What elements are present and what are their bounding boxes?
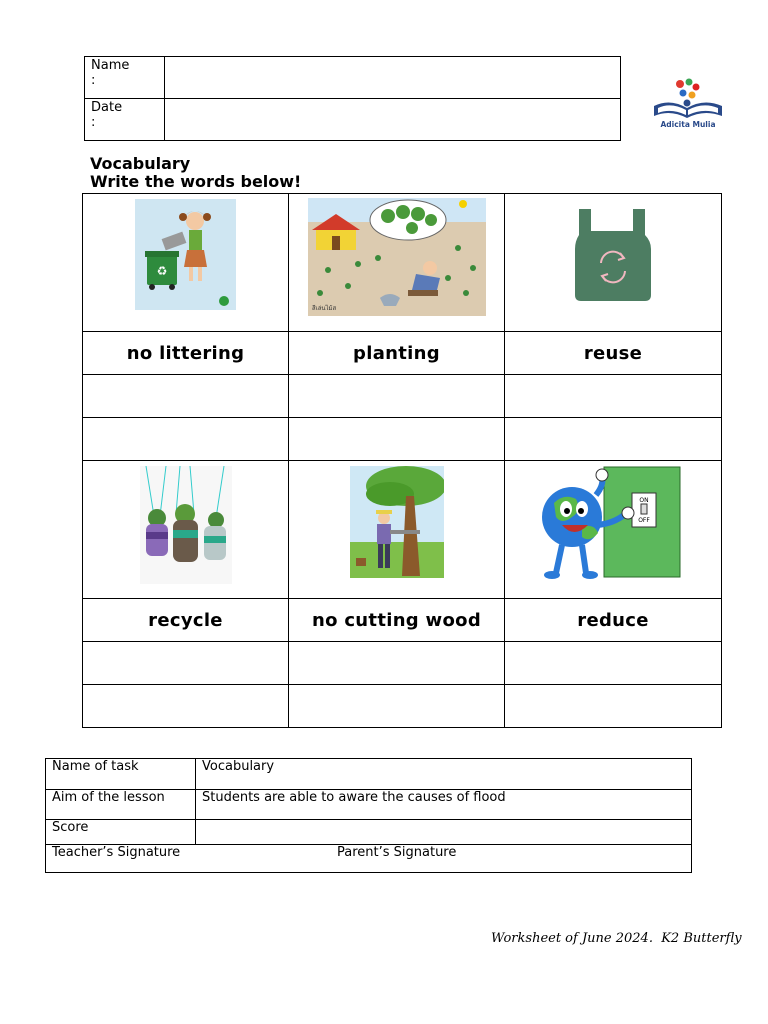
writing-cell[interactable] [505, 642, 722, 685]
task-name-label: Name of task [46, 759, 196, 790]
bottle-planters-icon [140, 466, 232, 584]
writing-cell[interactable] [83, 685, 289, 728]
writing-cell[interactable] [505, 418, 722, 461]
svg-text:♻: ♻ [156, 264, 168, 278]
picture-cell [289, 194, 505, 332]
school-logo [650, 76, 726, 132]
name-date-table [84, 56, 621, 141]
writing-cell[interactable] [83, 642, 289, 685]
picture-cell [83, 194, 289, 332]
vocabulary-instruction: Write the words below! [90, 172, 302, 191]
writing-cell[interactable] [289, 685, 505, 728]
task-name-value: Vocabulary [196, 759, 692, 790]
word-planting: planting [289, 332, 505, 375]
man-cutting-tree-icon [350, 466, 444, 578]
task-score-value[interactable] [196, 820, 692, 845]
writing-cell[interactable] [505, 685, 722, 728]
word-reduce: reduce [505, 599, 722, 642]
reusable-bag-icon [573, 205, 653, 303]
task-aim-label: Aim of the lesson [46, 790, 196, 820]
word-no-cutting-wood: no cutting wood [289, 599, 505, 642]
name-label: Name : [85, 57, 165, 99]
task-aim-value: Students are able to aware the causes of flood [196, 790, 692, 820]
word-recycle: recycle [83, 599, 289, 642]
farmer-planting-icon [308, 198, 486, 316]
open-book-logo-icon [650, 76, 726, 122]
worksheet-footer: Worksheet of June 2024. K2 Butterfly [491, 931, 742, 946]
date-label: Date : [85, 99, 165, 141]
signature-row[interactable] [46, 845, 692, 873]
parent-signature-label: Parent’s Signature [337, 845, 457, 860]
writing-cell[interactable] [289, 375, 505, 418]
name-field[interactable] [165, 57, 621, 99]
earth-switch-off-icon [542, 465, 684, 581]
writing-cell[interactable] [83, 375, 289, 418]
picture-cell [505, 194, 722, 332]
girl-recycling-icon [135, 199, 236, 310]
picture-cell [289, 461, 505, 599]
word-no-littering: no littering [83, 332, 289, 375]
task-info-table [45, 758, 692, 873]
picture-cell [83, 461, 289, 599]
writing-cell[interactable] [83, 418, 289, 461]
word-reuse: reuse [505, 332, 722, 375]
svg-text:สีเล่นไม้ส: สีเล่นไม้ส [311, 305, 336, 312]
writing-cell[interactable] [289, 642, 505, 685]
vocabulary-title: Vocabulary [90, 154, 191, 173]
task-score-label: Score [46, 820, 196, 845]
date-field[interactable] [165, 99, 621, 141]
svg-text:ON: ON [639, 497, 649, 504]
vocabulary-grid [82, 193, 722, 728]
teacher-signature-label: Teacher’s Signature [52, 845, 181, 860]
svg-text:OFF: OFF [638, 517, 650, 524]
writing-cell[interactable] [289, 418, 505, 461]
logo-text: Adicita Mulia [660, 120, 716, 129]
writing-cell[interactable] [505, 375, 722, 418]
picture-cell [505, 461, 722, 599]
